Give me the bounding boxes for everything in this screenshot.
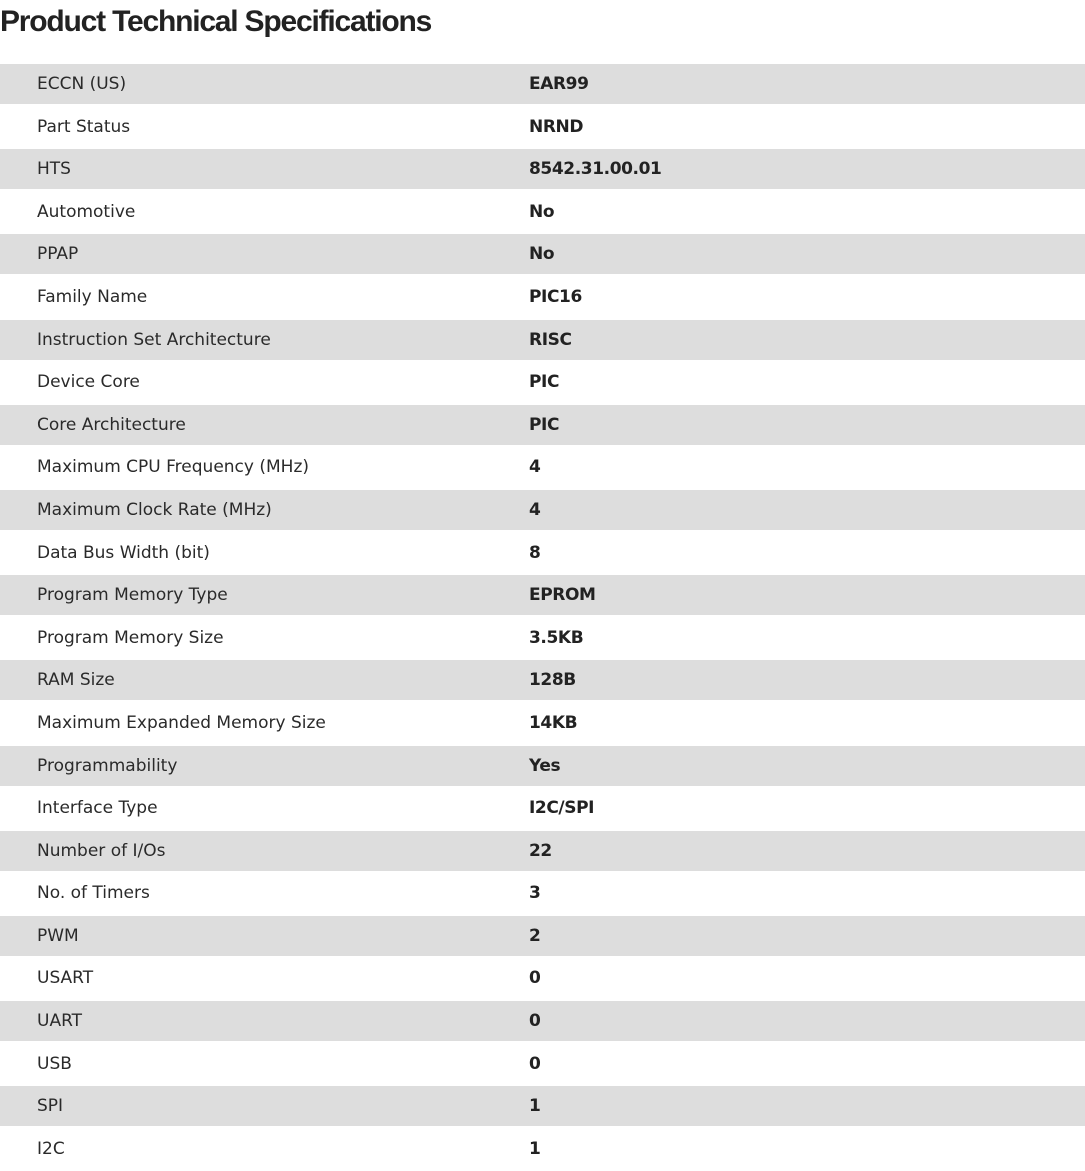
- spec-value: EAR99: [529, 74, 589, 94]
- spec-value: 128B: [529, 670, 576, 691]
- spec-row-ram-size: [0, 660, 1085, 700]
- spec-label: PWM: [37, 925, 79, 946]
- spec-label: UART: [37, 1011, 83, 1032]
- spec-row-program-memory-size: [0, 615, 1085, 660]
- spec-row-number-of-ios: [0, 831, 1085, 871]
- spec-value: 3: [529, 883, 541, 904]
- spec-label: I2C: [37, 1138, 65, 1159]
- spec-row-max-cpu-frequency: [0, 445, 1085, 490]
- spec-row-program-memory-type: [0, 575, 1085, 615]
- spec-value: 0: [529, 968, 541, 989]
- spec-label: HTS: [37, 159, 71, 180]
- spec-label: ECCN (US): [37, 74, 127, 94]
- spec-label: Program Memory Type: [37, 585, 228, 606]
- spec-label: RAM Size: [37, 670, 115, 691]
- spec-label: Device Core: [37, 372, 140, 393]
- spec-row-interface-type: [0, 786, 1085, 831]
- spec-row-uart: [0, 1001, 1085, 1041]
- spec-row-data-bus-width: [0, 530, 1085, 575]
- spec-value: I2C/SPI: [529, 798, 595, 819]
- spec-label: Maximum CPU Frequency (MHz): [37, 457, 309, 478]
- spec-value: PIC: [529, 414, 560, 435]
- spec-row-part-status: [0, 104, 1085, 149]
- spec-table: [0, 64, 1085, 1171]
- spec-label: SPI: [37, 1096, 64, 1117]
- spec-label: No. of Timers: [37, 883, 150, 904]
- spec-row-spi: [0, 1086, 1085, 1126]
- spec-row-instruction-set: [0, 320, 1085, 360]
- spec-value: No: [529, 244, 555, 265]
- spec-value: 8: [529, 542, 541, 563]
- spec-value: 14KB: [529, 712, 578, 733]
- spec-label: Maximum Clock Rate (MHz): [37, 499, 272, 520]
- spec-label: Maximum Expanded Memory Size: [37, 712, 326, 733]
- spec-row-usart: [0, 956, 1085, 1001]
- spec-value: 1: [529, 1096, 541, 1117]
- spec-value: EPROM: [529, 585, 596, 606]
- page-title: Product Technical Specifications: [0, 5, 432, 38]
- spec-label: Number of I/Os: [37, 840, 166, 861]
- spec-label: Interface Type: [37, 798, 158, 819]
- spec-row-max-expanded-memory: [0, 700, 1085, 745]
- spec-row-family-name: [0, 274, 1085, 319]
- spec-value: RISC: [529, 329, 572, 350]
- spec-value: 0: [529, 1053, 541, 1074]
- spec-value: 4: [529, 499, 541, 520]
- spec-value: 2: [529, 925, 541, 946]
- spec-row-eccn: [0, 64, 1085, 104]
- spec-value: 1: [529, 1138, 541, 1159]
- spec-value: 4: [529, 457, 541, 478]
- spec-value: 3.5KB: [529, 627, 584, 648]
- spec-row-automotive: [0, 189, 1085, 234]
- spec-value: No: [529, 201, 555, 222]
- spec-row-ppap: [0, 234, 1085, 274]
- spec-label: Program Memory Size: [37, 627, 224, 648]
- spec-label: PPAP: [37, 244, 79, 265]
- spec-row-hts: [0, 149, 1085, 189]
- spec-label: Data Bus Width (bit): [37, 542, 210, 563]
- spec-value: 22: [529, 840, 552, 861]
- spec-value: NRND: [529, 116, 584, 137]
- spec-row-programmability: [0, 746, 1085, 786]
- spec-value: Yes: [529, 755, 561, 776]
- spec-value: PIC16: [529, 286, 582, 307]
- spec-value: 8542.31.00.01: [529, 159, 662, 180]
- spec-value: PIC: [529, 372, 560, 393]
- spec-label: Core Architecture: [37, 414, 186, 435]
- spec-row-device-core: [0, 360, 1085, 405]
- spec-label: Instruction Set Architecture: [37, 329, 271, 350]
- spec-value: 0: [529, 1011, 541, 1032]
- spec-row-i2c: [0, 1126, 1085, 1171]
- spec-label: Family Name: [37, 286, 148, 307]
- spec-row-usb: [0, 1041, 1085, 1086]
- spec-row-pwm: [0, 916, 1085, 956]
- spec-label: Automotive: [37, 201, 136, 222]
- spec-label: USB: [37, 1053, 72, 1074]
- spec-row-core-architecture: [0, 405, 1085, 445]
- spec-row-no-of-timers: [0, 871, 1085, 916]
- spec-label: USART: [37, 968, 94, 989]
- spec-label: Part Status: [37, 116, 131, 137]
- spec-label: Programmability: [37, 755, 178, 776]
- spec-row-max-clock-rate: [0, 490, 1085, 530]
